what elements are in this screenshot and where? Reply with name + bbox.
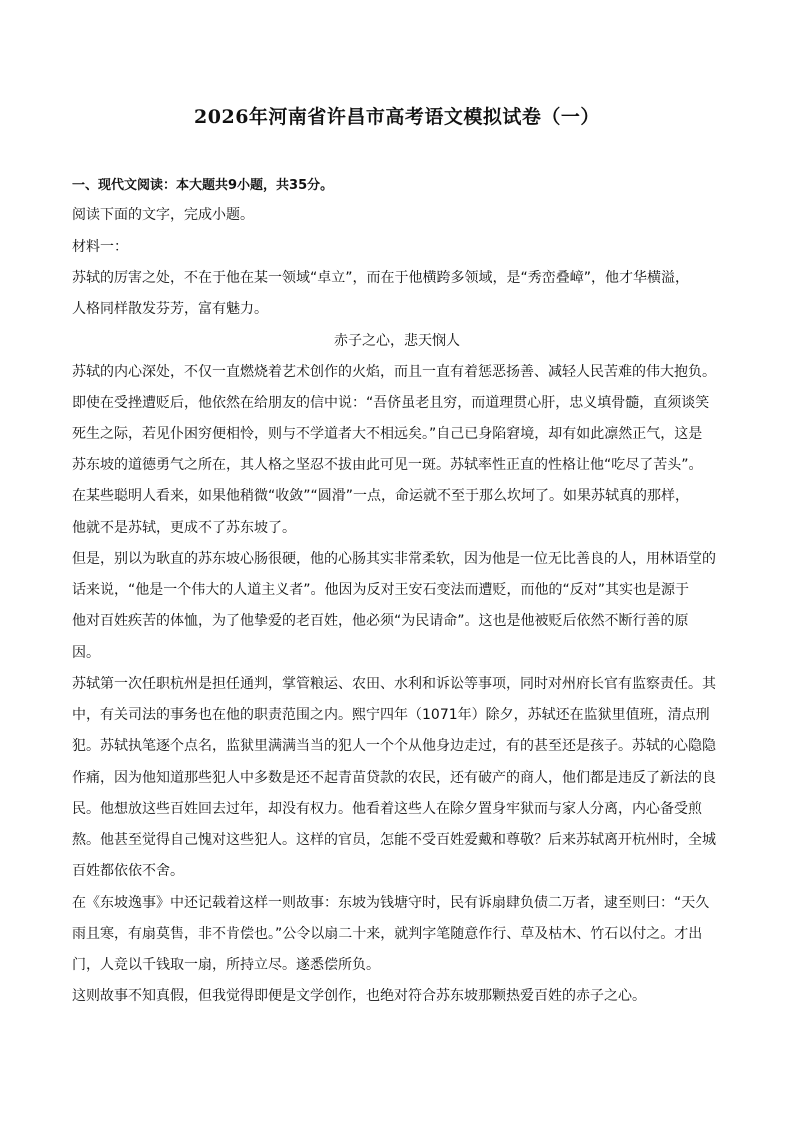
paragraph-line: 但是，别以为耿直的苏东坡心肠很硬，他的心肠其实非常柔软，因为他是一位无比善良的人，用林语堂的 bbox=[72, 551, 716, 567]
paragraph-line: 人格同样散发芬芳，富有魅力。 bbox=[72, 301, 268, 317]
paragraph-line: 百姓都依依不舍。 bbox=[72, 863, 184, 879]
paragraph-line: 在《东坡逸事》中还记载着这样一则故事：东坡为钱塘守时，民有诉扇肆负债二万者，逮至则曰：“天久 bbox=[72, 895, 710, 911]
paragraph-line: 他对百姓疾苦的体恤，为了他挚爱的老百姓，他必须“为民请命”。这也是他被贬后依然不断行善的原 bbox=[72, 613, 689, 629]
paragraph-line: 他就不是苏轼，更成不了苏东坡了。 bbox=[72, 520, 296, 536]
paragraph-line: 话来说，“他是一个伟大的人道主义者”。他因为反对王安石变法而遭贬，而他的“反对”其实也是源于 bbox=[72, 582, 690, 598]
paragraph-line: 作痛，因为他知道那些犯人中多数是还不起青苗贷款的农民，还有破产的商人，他们都是违反了新法的良 bbox=[72, 770, 716, 786]
paragraph-line: 因。 bbox=[72, 645, 100, 661]
page-title: 2026年河南省许昌市高考语文模拟试卷（一） bbox=[194, 106, 600, 128]
paragraph-line: 熬。他甚至觉得自己愧对这些犯人。这样的官员，怎能不受百姓爱戴和尊敬？后来苏轼离开杭州时，全城 bbox=[72, 832, 716, 848]
paragraph-line: 死生之际，若见仆困穷便相怜，则与不学道者大不相远矣。”自己已身陷窘境，却有如此凛然正气，这是 bbox=[72, 426, 703, 442]
paragraph-line: 即使在受挫遭贬后，他依然在给朋友的信中说：“吾侪虽老且穷，而道理贯心肝，忠义填骨髓，直须谈笑 bbox=[72, 395, 710, 411]
section-heading: 一、现代文阅读：本大题共9小题，共35分。 bbox=[72, 178, 334, 193]
paragraph-line: 雨且寒，有扇莫售，非不肯偿也。”公令以扇二十来，就判字笔随意作行、草及枯木、竹石以付之。才出 bbox=[72, 926, 703, 942]
paragraph-line: 苏轼的内心深处，不仅一直燃烧着艺术创作的火焰，而且一直有着惩恶扬善、减轻人民苦难的伟大抱负。 bbox=[72, 364, 716, 380]
instruction-text: 阅读下面的文字，完成小题。 bbox=[72, 207, 254, 223]
paragraph-line: 苏轼的厉害之处，不在于他在某一领域“卓立”，而在于他横跨多领域，是“秀峦叠嶂”，他才华横溢， bbox=[72, 270, 690, 286]
material-label: 材料一： bbox=[72, 239, 128, 255]
paragraph-line: 民。他想放这些百姓回去过年，却没有权力。他看着这些人在除夕置身牢狱而与家人分离，内心备受煎 bbox=[72, 801, 702, 817]
paragraph-line: 中，有关司法的事务也在他的职责范围之内。熙宁四年（1071年）除夕，苏轼还在监狱里值班，清点刑 bbox=[72, 707, 710, 723]
section-subtitle: 赤子之心，悲天悯人 bbox=[334, 333, 460, 349]
paragraph-line: 苏轼第一次任职杭州是担任通判，掌管粮运、农田、水利和诉讼等事项，同时对州府长官有监察责任。其 bbox=[72, 676, 716, 692]
paragraph-line: 门，人竞以千钱取一扇，所持立尽。遂悉偿所负。 bbox=[72, 957, 380, 973]
paragraph-line: 在某些聪明人看来，如果他稍微“收敛”“圆滑”一点，命运就不至于那么坎坷了。如果苏轼真的那样， bbox=[72, 488, 690, 504]
paragraph-line: 犯。苏轼执笔逐个点名，监狱里满满当当的犯人一个个从他身边走过，有的甚至还是孩子。苏轼的心隐隐 bbox=[72, 738, 716, 754]
paragraph-line: 苏东坡的道德勇气之所在，其人格之坚忍不拔由此可见一斑。苏轼率性正直的性格让他“吃尽了苦头”。 bbox=[72, 457, 703, 473]
paragraph-line: 这则故事不知真假，但我觉得即便是文学创作，也绝对符合苏东坡那颗热爱百姓的赤子之心。 bbox=[72, 988, 646, 1004]
